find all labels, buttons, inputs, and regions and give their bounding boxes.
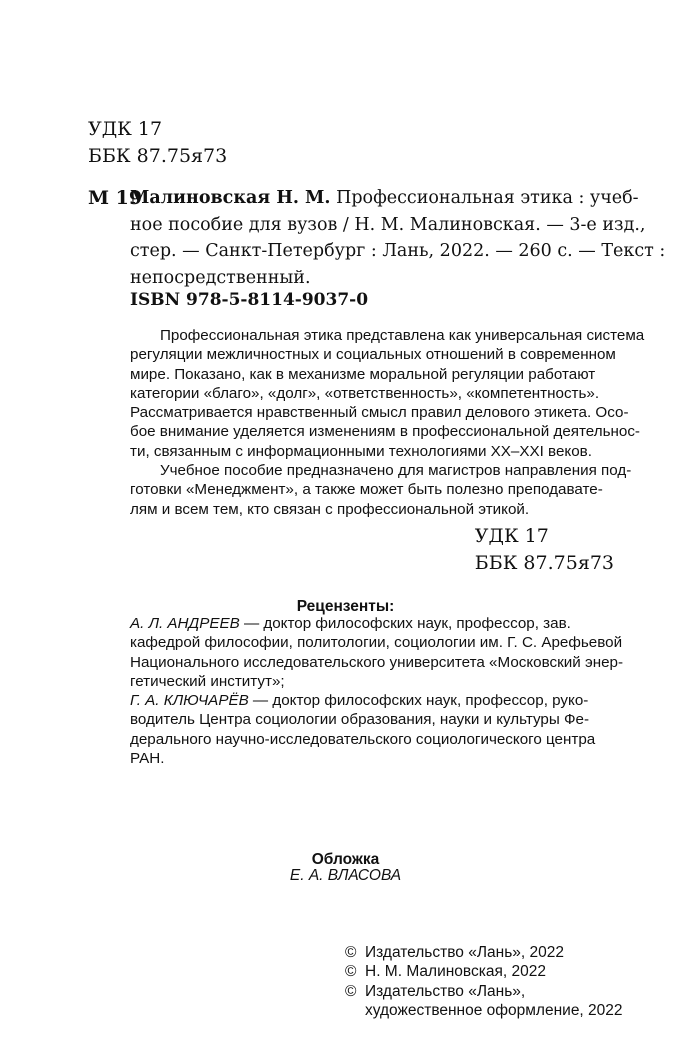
reviewer-2-line: РАН.	[130, 750, 165, 768]
copyright-icon: ©	[345, 963, 357, 981]
annotation-line: лям и всем тем, кто связан с профессиональной этикой.	[130, 500, 530, 518]
copyright-block	[345, 943, 623, 1020]
bib-line-3: стер. — Санкт-Петербург : Лань, 2022. — 260 с. — Текст :	[130, 241, 666, 261]
copyright-icon: ©	[345, 982, 357, 1000]
reviewer-2-line: водитель Центра социологии образования, науки и культуры Фе-	[130, 711, 590, 729]
bibliographic-record	[130, 185, 666, 291]
udk-code: УДК 17	[474, 525, 549, 547]
annotation-line: готовки «Менеджмент», а также может быть полезно преподавате-	[130, 481, 603, 499]
annotation-line: Рассматривается нравственный смысл правил делового этикета. Осо-	[130, 404, 629, 422]
bbk-code: ББК 87.75я73	[474, 552, 614, 574]
reviewer-2-name: Г. А. КЛЮЧАРЁВ	[130, 692, 249, 710]
classification-codes-top	[88, 116, 227, 170]
annotation-line: категории «благо», «долг», «ответственность», «компетентность».	[130, 384, 600, 402]
bib-title: Профессиональная этика : учеб-	[330, 188, 639, 208]
bib-line-2: ное пособие для вузов / Н. М. Малиновская. — 3-е изд.,	[130, 214, 646, 235]
bib-line-4: непосредственный.	[130, 267, 311, 288]
reviewer-1-name: А. Л. АНДРЕЕВ	[130, 615, 240, 632]
copyright-line: художественное оформление, 2022	[365, 1001, 623, 1019]
annotation-line: бое внимание уделяется изменениям в профессиональной деятельнос-	[130, 423, 640, 441]
reviewer-1-line: Национального исследовательского университета «Московский энер-	[130, 653, 624, 671]
author-mark: М 19	[88, 187, 143, 209]
reviewer-1-line: А. Л. АНДРЕЕВ — доктор философских наук, профессор, зав.	[130, 615, 571, 632]
reviewer-2-line: Г. А. КЛЮЧАРЁВ — доктор философских наук, профессор, руко-	[130, 692, 589, 710]
annotation	[130, 326, 645, 519]
reviewers-list	[130, 614, 624, 768]
annotation-line: Профессиональная этика представлена как универсальная система	[160, 327, 645, 344]
copyright-line: © Издательство «Лань», 2022	[345, 944, 564, 961]
annotation-line: ти, связанным с информационными технологиями XX–XXI веков.	[130, 442, 592, 460]
copyright-line: © Н. М. Малиновская, 2022	[345, 963, 546, 981]
reviewers-heading: Рецензенты:	[296, 598, 395, 615]
isbn: ISBN 978-5-8114-9037-0	[130, 290, 369, 310]
annotation-line: регуляции межличностных и социальных отношений в современном	[130, 346, 616, 364]
reviewer-1-line: гетический институт»;	[130, 672, 285, 690]
annotation-line: Учебное пособие предназначено для магистров направления под-	[160, 462, 632, 480]
copyright-line: © Издательство «Лань»,	[345, 982, 526, 1000]
bbk-code: ББК 87.75я73	[88, 145, 228, 167]
author-name: Малиновская Н. М.	[130, 188, 331, 208]
cover-designer: Е. А. ВЛАСОВА	[289, 867, 402, 884]
classification-codes-bottom	[475, 523, 614, 577]
udk-code: УДК 17	[88, 118, 163, 140]
reviewer-1-line: кафедрой философии, политологии, социологии им. Г. С. Арефьевой	[130, 634, 623, 652]
annotation-line: мире. Показано, как в механизме моральной регуляции работают	[130, 365, 596, 383]
cover-heading: Обложка	[311, 851, 380, 868]
bib-line-1	[130, 185, 639, 212]
copyright-icon: ©	[345, 944, 357, 961]
reviewer-2-line: дерального научно-исследовательского социологического центра	[130, 730, 596, 748]
